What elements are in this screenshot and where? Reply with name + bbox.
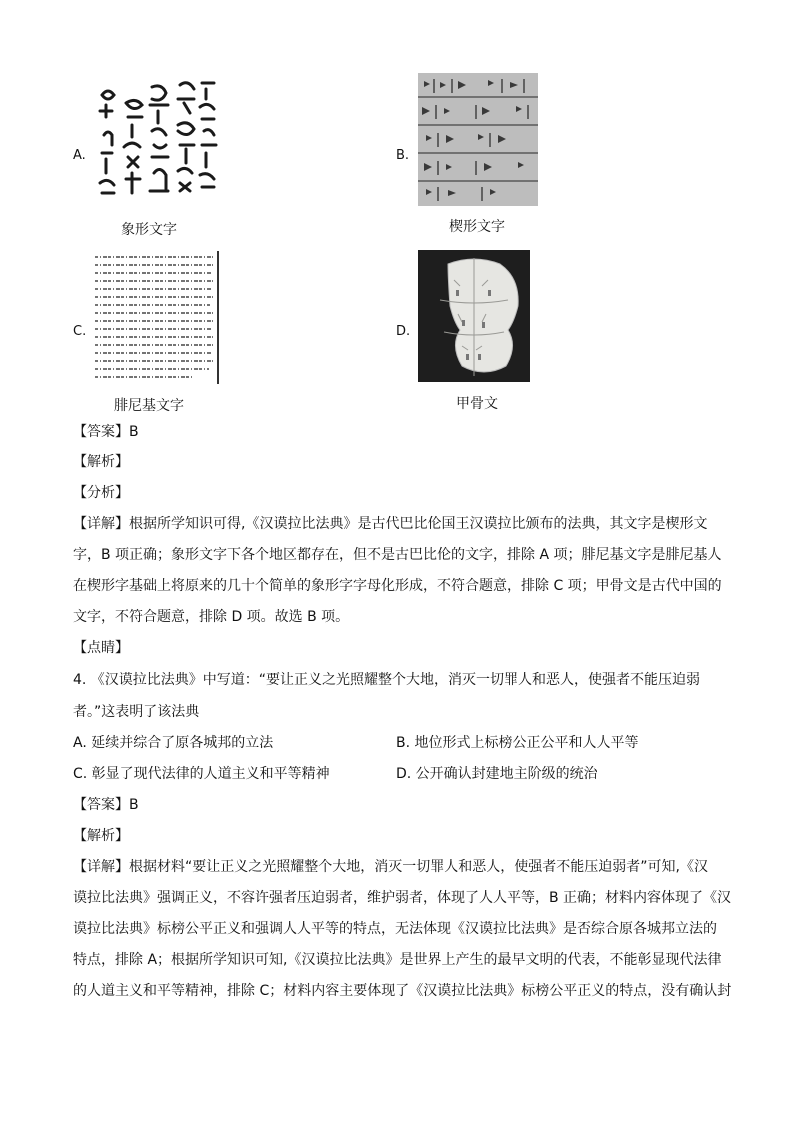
q3-fenxi-heading: 【分析】: [73, 485, 129, 501]
q4-stem-line-1: 4. 《汉谟拉比法典》中写道：“要让正义之光照耀整个大地，消灭一切罪人和恶人，使强者不能压迫弱: [73, 672, 701, 688]
q3-detail-line-3: 在楔形字基础上将原来的几十个简单的象形字字母化形成，不符合题意，排除 C 项；甲骨文是古代中国的: [73, 578, 722, 594]
q4-stem-line-2: 者。”这表明了该法典: [73, 704, 200, 720]
q4-detail-line-1: 【详解】根据材料“要让正义之光照耀整个大地，消灭一切罪人和恶人，使强者不能压迫弱者”可知,《汉: [73, 859, 708, 875]
option-c-caption: 腓尼基文字: [114, 398, 184, 414]
q3-dianjing-heading: 【点睛】: [73, 640, 129, 656]
cuneiform-tablet: [418, 73, 538, 206]
option-a-caption: 象形文字: [121, 222, 177, 238]
oracle-bone-shell: [418, 250, 530, 382]
q4-detail-line-5: 的人道主义和平等精神，排除 C；材料内容主要体现了《汉谟拉比法典》标榜公平正义的特点，没有确认封: [73, 983, 732, 999]
q4-option-a: A. 延续并综合了原各城邦的立法: [73, 735, 274, 751]
q4-detail-line-2: 谟拉比法典》强调正义，不容许强者压迫弱者，维护弱者，体现了人人平等，B 正确；材料内容体现了《汉: [73, 890, 732, 906]
q3-detail-line-2: 字，B 项正确；象形文字下各个地区都存在，但不是古巴比伦的文字，排除 A 项；腓尼基文字是腓尼基人: [73, 547, 722, 563]
pictograph-script-image: [92, 75, 220, 205]
q4-detail-line-4: 特点，排除 A；根据所学知识可知,《汉谟拉比法典》是世界上产生的最早文明的代表，不能彰显现代法律: [73, 952, 722, 968]
q4-answer: 【答案】B: [73, 797, 139, 813]
q4-detail-line-3: 谟拉比法典》标榜公平正义和强调人人平等的特点，无法体现《汉谟拉比法典》是否综合原各城邦立法的: [73, 921, 717, 937]
q4-option-c: C. 彰显了现代法律的人道主义和平等精神: [73, 766, 330, 782]
q3-answer: 【答案】B: [73, 424, 139, 440]
oracle-bone-image: [418, 250, 530, 382]
cuneiform-script-image: [418, 73, 538, 206]
q4-option-b: B. 地位形式上标榜公正公平和人人平等: [396, 735, 639, 751]
option-b-caption: 楔形文字: [449, 219, 505, 235]
q4-option-d: D. 公开确认封建地主阶级的统治: [396, 766, 598, 782]
q3-analysis-heading: 【解析】: [73, 454, 129, 470]
q3-detail-line-1: 【详解】根据所学知识可得,《汉谟拉比法典》是古代巴比伦国王汉谟拉比颁布的法典，其文字是楔形文: [73, 516, 708, 532]
option-a-letter: A.: [73, 148, 86, 163]
option-b-letter: B.: [396, 148, 410, 163]
option-d-caption: 甲骨文: [456, 396, 498, 412]
option-d-letter: D.: [396, 324, 411, 339]
phoenician-script-image: [93, 251, 219, 384]
pictograph-glyphs: [92, 75, 220, 205]
q4-analysis-heading: 【解析】: [73, 828, 129, 844]
option-c-letter: C.: [73, 324, 87, 339]
q3-detail-line-4: 文字，不符合题意，排除 D 项。故选 B 项。: [73, 609, 350, 625]
phoenician-text-lines: [93, 251, 217, 384]
